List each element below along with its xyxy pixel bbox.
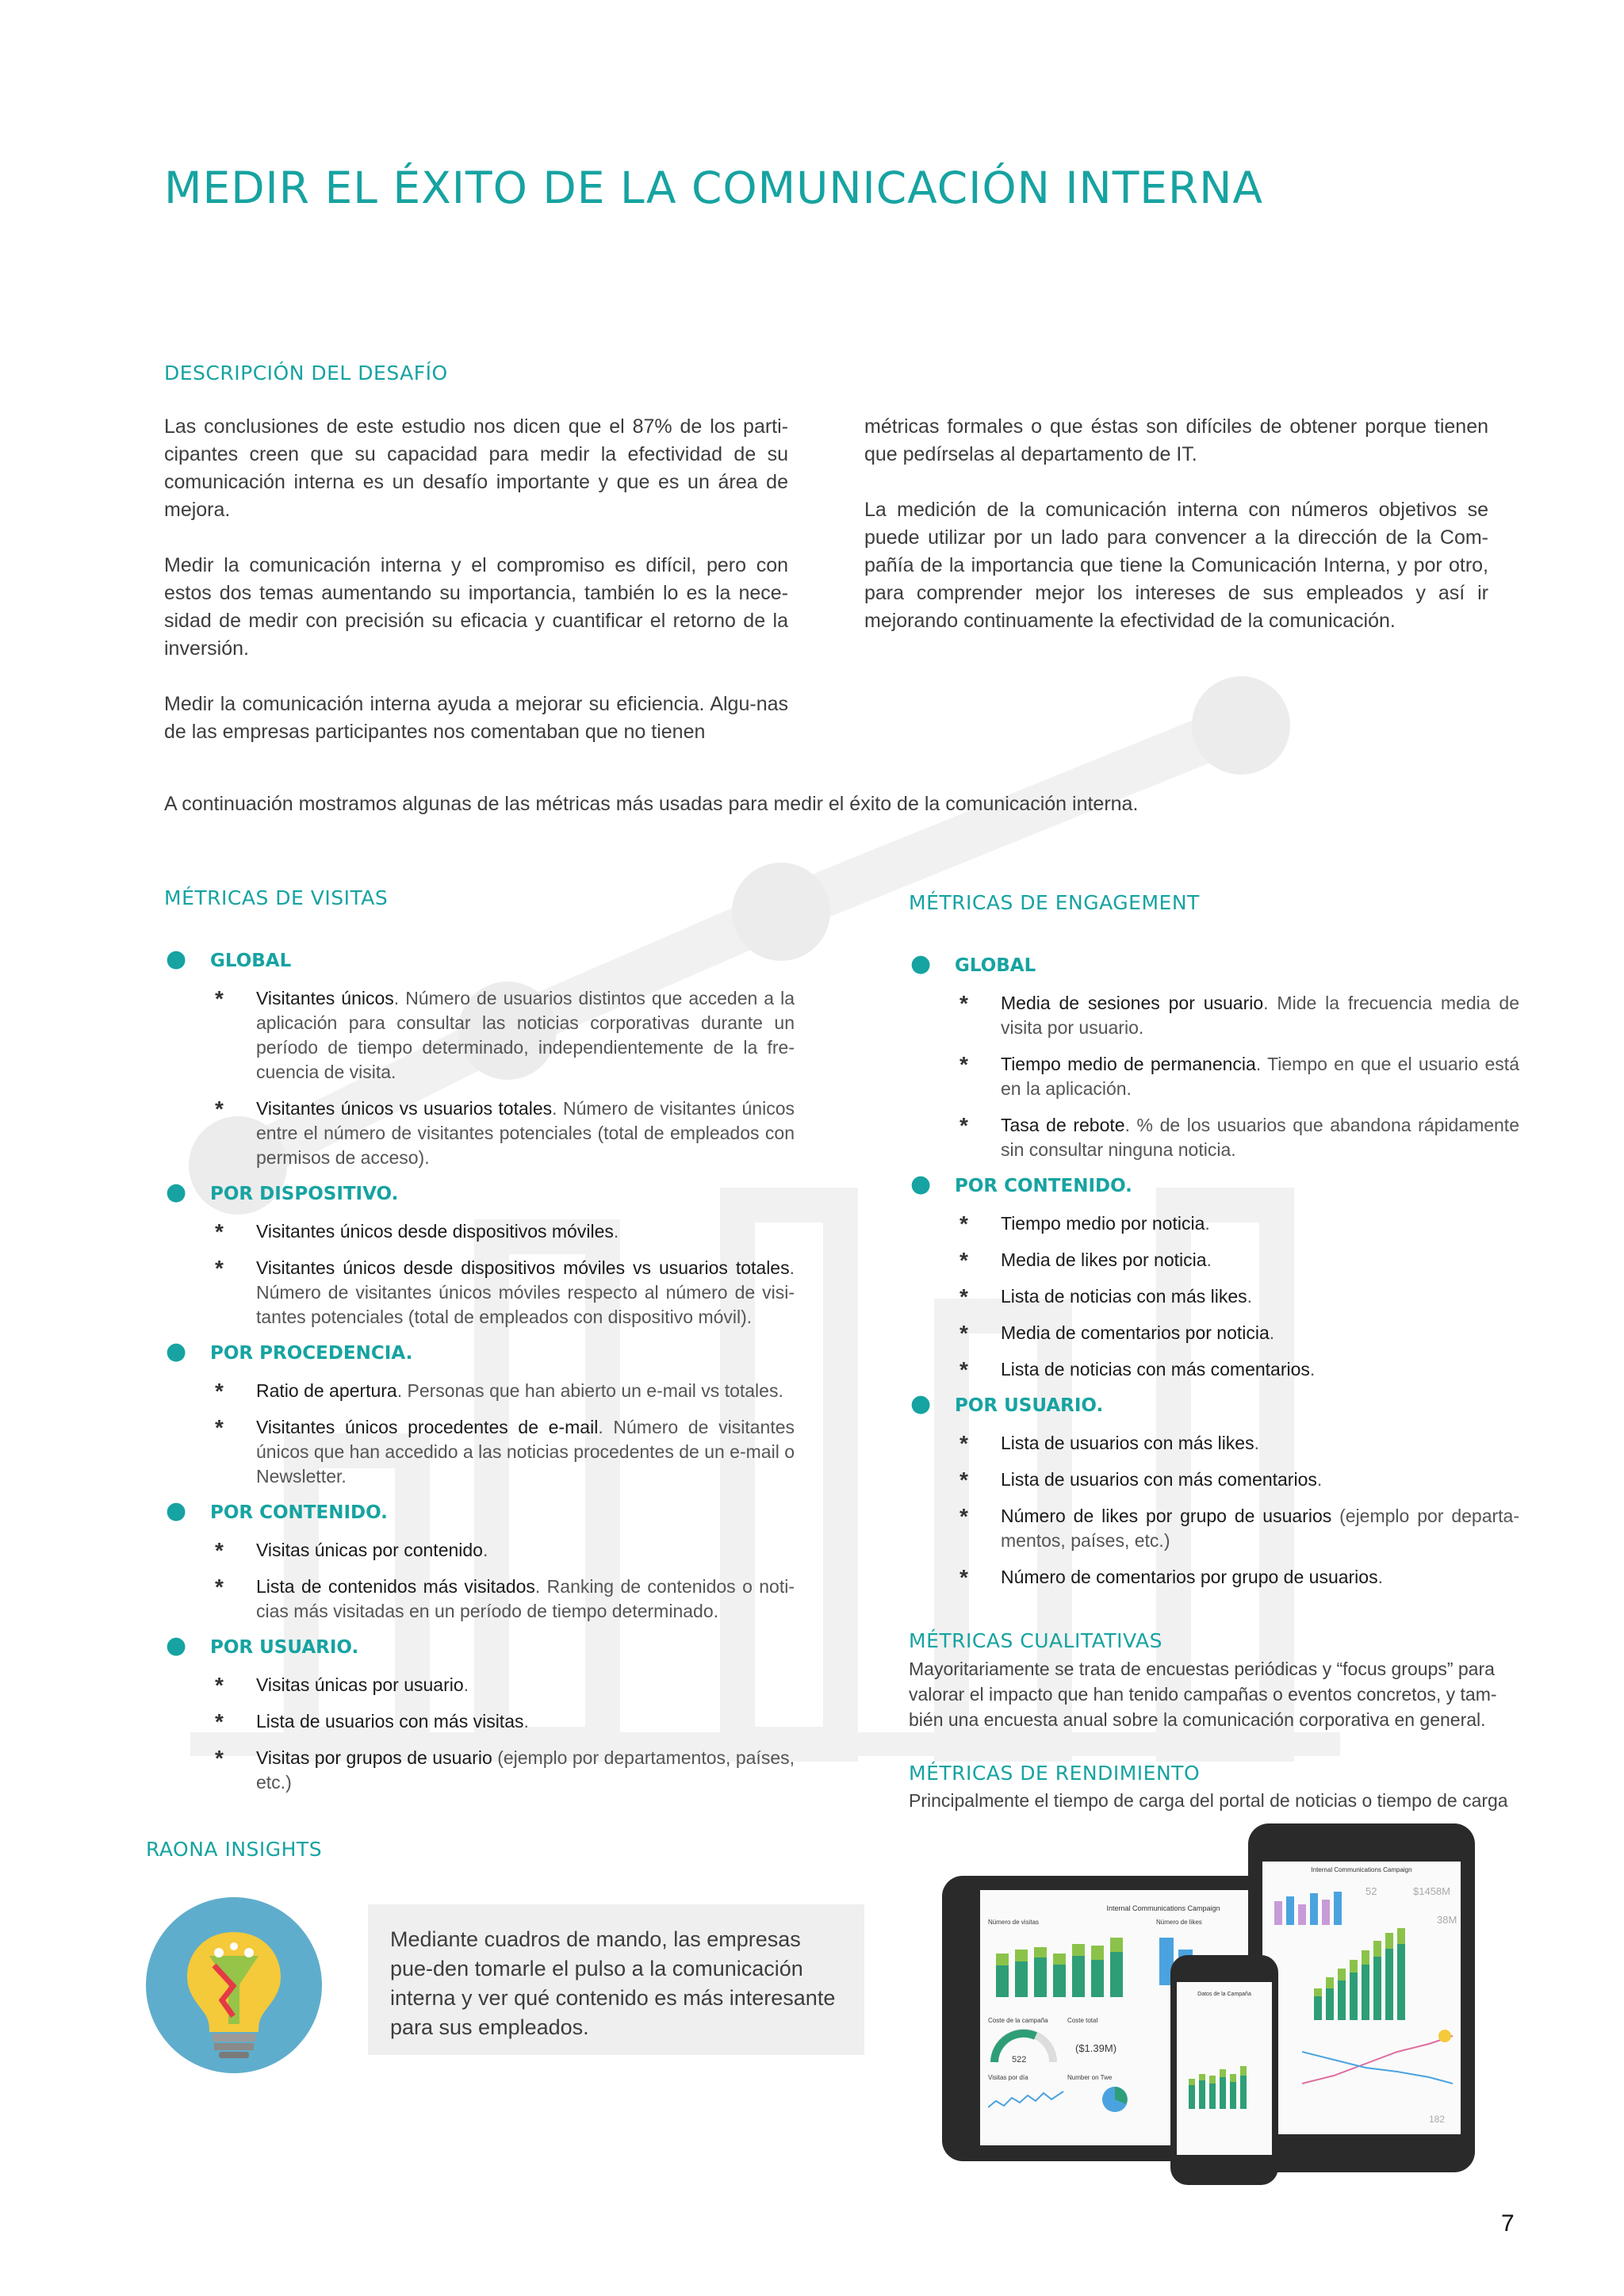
metric-item: * Ratio de apertura. Personas que han abierto un e-mail vs totales. — [215, 1379, 783, 1403]
metric-item: * Tiempo medio por noticia. — [959, 1211, 1210, 1236]
insights-text: Mediante cuadros de mando, las empresas pue-den tomarle el pulso a la comunicación interna y ver qué contenido es más interesante para sus empleados. — [390, 1927, 836, 2039]
bullet-icon: ● — [166, 1337, 187, 1365]
tweets-pie-chart — [1099, 2084, 1131, 2115]
page-title: MEDIR EL ÉXITO DE LA COMUNICACIÓN INTERNA — [164, 163, 1264, 213]
kpi-1458m: $1458M — [1413, 1885, 1450, 1897]
dashboard-title: Internal Communications Campaign — [1106, 1904, 1220, 1912]
total-cost-value: ($1.39M) — [1075, 2042, 1117, 2054]
category-global: ● GLOBAL — [910, 950, 1036, 978]
bullet-icon: ● — [166, 1497, 187, 1525]
dashboard-devices-image — [936, 1823, 1491, 2188]
phone-screen — [1177, 1982, 1272, 2155]
metric-item: * Lista de noticias con más likes. — [959, 1284, 1253, 1309]
tablet-portrait — [1248, 1823, 1475, 2172]
metric-item: * Visitas únicas por contenido. — [215, 1538, 488, 1563]
visits-chart-label: Número de visitas — [988, 1919, 1040, 1926]
total-cost-label: Coste total — [1067, 2017, 1098, 2024]
page-number: 7 — [1501, 2210, 1515, 2237]
asterisk-icon: * — [215, 1575, 224, 1599]
campaign-cost-label: Coste de la campaña — [988, 2017, 1048, 2024]
tablet-portrait-screen — [1262, 1862, 1461, 2134]
metric-item: * Número de likes por grupo de usuarios (ejemplo por departa-mentos, países, etc.) — [959, 1504, 1519, 1551]
asterisk-icon: * — [959, 1321, 968, 1345]
category-global: ● GLOBAL — [166, 945, 292, 973]
challenge-left-column — [164, 413, 788, 746]
qualitative-text: Mayoritariamente se trata de encuestas periódicas y “focus groups” para valorar el impacto que han tenido campañas o eventos concretos, y tam-bién una encuesta anual sobre la comunicación corporativa en general. — [909, 1659, 1497, 1730]
category-content: ● POR CONTENIDO. — [166, 1497, 388, 1525]
metric-item: * Visitantes únicos procedentes de e-mail. Número de visitantes únicos que han accedido a las noticias procedentes de un e-mail o Newsletter. — [215, 1415, 795, 1487]
likes-chart-label: Número de likes — [1156, 1919, 1202, 1926]
bullet-icon: ● — [910, 1390, 932, 1418]
asterisk-icon: * — [215, 1746, 224, 1770]
metric-item: * Lista de usuarios con más comentarios. — [959, 1468, 1323, 1492]
metric-item: * Media de likes por noticia. — [959, 1248, 1212, 1272]
metric-item: * Visitas únicas por usuario. — [215, 1673, 469, 1697]
asterisk-icon: * — [959, 1431, 968, 1456]
challenge-paragraph: Las conclusiones de este estudio nos dicen que el 87% de los parti-cipantes creen que su capacidad para medir la efectividad de su comunicación interna es un desafío importante y que es un área de mejora. — [164, 415, 788, 521]
asterisk-icon: * — [959, 1504, 968, 1529]
category-user: ● POR USUARIO. — [166, 1632, 359, 1659]
asterisk-icon: * — [959, 991, 968, 1016]
challenge-paragraph: Medir la comunicación interna y el compromiso es difícil, pero con estos dos temas aumentando su importancia, también lo es la nece-sidad de medir con precisión su eficacia y cuantificar el retorno de la inversión. — [164, 554, 788, 660]
asterisk-icon: * — [215, 1415, 224, 1440]
bullet-icon: ● — [166, 945, 187, 973]
challenge-paragraph: métricas formales o que éstas son difíciles de obtener porque tienen que pedírselas al departamento de IT. — [864, 415, 1488, 465]
metric-item: * Visitantes únicos. Número de usuarios distintos que acceden a la aplicación para consultar las noticias corporativas durante un período de tiempo determinado, independientemente de la fre-cuencia de visita. — [215, 986, 795, 1082]
bullet-icon: ● — [910, 950, 932, 978]
metrics-intro: A continuación mostramos algunas de las métricas más usadas para medir el éxito de la comunicación interna. — [164, 793, 1139, 815]
category-content: ● POR CONTENIDO. — [910, 1170, 1132, 1198]
metric-item: * Visitantes únicos desde dispositivos móviles vs usuarios totales. Número de visitantes únicos móviles respecto al número de visi-tantes potenciales (total de empleados con dispositivo móvil). — [215, 1256, 795, 1327]
kpi-52: 52 — [1365, 1885, 1377, 1897]
tweets-label: Number on Twe — [1067, 2074, 1113, 2081]
stacked-bar-chart — [1310, 1925, 1453, 2020]
metric-item: * Lista de contenidos más visitados. Ranking de contenidos o noti-cias más visitadas en un período de tiempo determinado. — [215, 1575, 795, 1621]
challenge-right-column — [864, 413, 1488, 635]
asterisk-icon: * — [959, 1211, 968, 1236]
lightbulb-icon — [146, 1897, 322, 2073]
category-device: ● POR DISPOSITIVO. — [166, 1178, 399, 1206]
asterisk-icon: * — [959, 1248, 968, 1272]
visits-heading: MÉTRICAS DE VISITAS — [164, 886, 389, 909]
asterisk-icon: * — [959, 1113, 968, 1138]
metric-item: * Media de comentarios por noticia. — [959, 1321, 1275, 1345]
visits-per-day-label: Visitas por día — [988, 2074, 1028, 2081]
qualitative-heading: MÉTRICAS CUALITATIVAS — [909, 1629, 1163, 1652]
performance-text: Principalmente el tiempo de carga del portal de noticias o tiempo de carga — [909, 1790, 1508, 1811]
bullet-icon: ● — [166, 1632, 187, 1659]
challenge-heading: DESCRIPCIÓN DEL DESAFÍO — [164, 362, 448, 385]
metric-item: * Lista de usuarios con más likes. — [959, 1431, 1259, 1456]
performance-heading: MÉTRICAS DE RENDIMIENTO — [909, 1762, 1201, 1785]
metric-item: * Visitantes únicos desde dispositivos móviles. — [215, 1219, 619, 1244]
asterisk-icon: * — [215, 1256, 224, 1280]
insights-heading: RAONA INSIGHTS — [146, 1838, 323, 1861]
visits-metrics-list — [164, 945, 795, 1807]
asterisk-icon: * — [215, 1379, 224, 1403]
bullet-icon: ● — [910, 1170, 932, 1198]
kpi-38m: 38M — [1437, 1914, 1457, 1926]
bullet-icon: ● — [166, 1178, 187, 1206]
metric-item: * Media de sesiones por usuario. Mide la frecuencia media de visita por usuario. — [959, 991, 1520, 1038]
asterisk-icon: * — [215, 1538, 224, 1563]
asterisk-icon: * — [215, 1096, 224, 1121]
top-bar-chart — [1270, 1885, 1358, 1925]
asterisk-icon: * — [215, 1673, 224, 1697]
engagement-heading: MÉTRICAS DE ENGAGEMENT — [909, 891, 1200, 914]
asterisk-icon: * — [959, 1468, 968, 1492]
asterisk-icon: * — [215, 986, 224, 1011]
category-origin: ● POR PROCEDENCIA. — [166, 1337, 413, 1365]
asterisk-icon: * — [959, 1052, 968, 1077]
category-user: ● POR USUARIO. — [910, 1390, 1104, 1418]
metric-item: * Lista de usuarios con más visitas. — [215, 1709, 529, 1734]
asterisk-icon: * — [215, 1219, 224, 1244]
metric-item: * Lista de noticias con más comentarios. — [959, 1357, 1316, 1382]
kpi-182: 182 — [1429, 2114, 1446, 2125]
visits-line-chart — [988, 2084, 1067, 2115]
lightbulb-icon-circle — [146, 1897, 322, 2073]
phone-bar-chart — [1185, 2061, 1264, 2109]
engagement-metrics-list — [909, 950, 1520, 1601]
asterisk-icon: * — [215, 1709, 224, 1734]
asterisk-icon: * — [959, 1565, 968, 1590]
metric-item: * Número de comentarios por grupo de usuarios. — [959, 1565, 1383, 1590]
metric-item: * Tasa de rebote. % de los usuarios que abandona rápidamente sin consultar ninguna noticia. — [959, 1113, 1519, 1160]
metric-item: * Visitantes únicos vs usuarios totales. Número de visitantes únicos entre el número de visitantes potenciales (total de empleados con permisos de acceso). — [215, 1096, 795, 1168]
challenge-paragraph: Medir la comunicación interna ayuda a mejorar su eficiencia. Algu-nas de las empresas participantes nos comentaban que no tienen — [164, 693, 788, 743]
phone — [1170, 1955, 1278, 2185]
challenge-paragraph: La medición de la comunicación interna con números objetivos se puede utilizar por un lado para convencer a la dirección de la Com-pañía de la importancia que tiene la Comunicación Interna, y por otro, para comprender mejor los intereses de sus empleados y así ir mejorando continuamente la efectividad de la comunicación. — [864, 499, 1488, 632]
visits-bar-chart — [988, 1930, 1147, 2001]
dashboard-title: Internal Communications Campaign — [1311, 1866, 1412, 1873]
asterisk-icon: * — [959, 1284, 968, 1309]
phone-title: Datos de la Campaña — [1197, 1992, 1251, 1997]
asterisk-icon: * — [959, 1357, 968, 1382]
metric-item: * Tiempo medio de permanencia. Tiempo en que el usuario está en la aplicación. — [959, 1052, 1519, 1099]
trend-lines-chart — [1302, 2028, 1453, 2099]
cost-value: 522 — [1012, 2055, 1027, 2064]
metric-item: * Visitas por grupos de usuario (ejemplo por departamentos, países, etc.) — [215, 1746, 795, 1793]
